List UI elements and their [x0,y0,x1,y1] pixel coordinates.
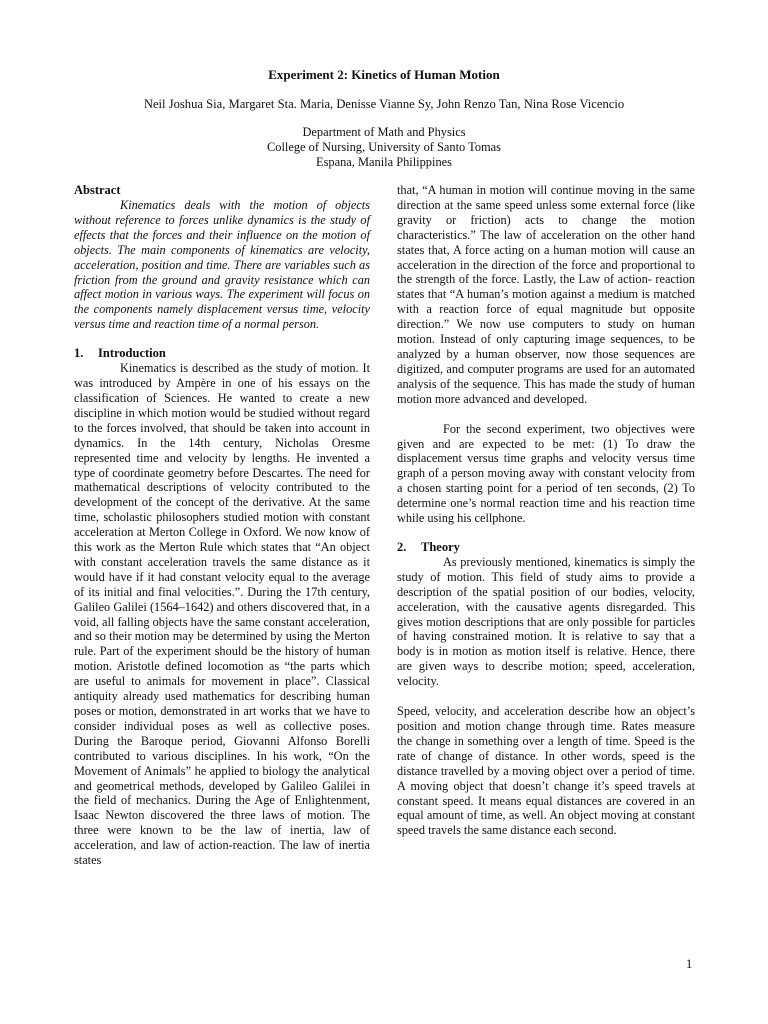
theory-paragraph-1: As previously mentioned, kinematics is simply the study of motion. This field of study aims to provide a description of the spatial position of our bodies, velocity, acceleration, with the causative agents disregarded. This gives motion descriptions that are only possible for particles of having constrained motion. It is relative to say that a body is in motion as motion itself is relative. Hence, there are given ways to describe motion; speed, acceleration, velocity. [397,554,695,689]
affiliation-college: College of Nursing, University of Santo Tomas [267,140,501,154]
page-number: 1 [686,957,693,971]
theory-paragraph-2: Speed, velocity, and acceleration describe how an object’s position and motion change through time. Rates measure the change in something over a length of time. Speed is the rate of change of distance. In other words, speed is the distance travelled by a moving object over a period of time. A moving object that doesn’t change it’s speed travels at constant speed. It means equal distances are covered in an equal amount of time, as well. An object moving at constant speed travels the same distance each second. [397,704,695,838]
paper-title: Experiment 2: Kinetics of Human Motion [268,67,500,82]
affiliation-block [0,125,768,170]
introduction-text: Kinematics is described as the study of motion. It was introduced by Ampère in one of his essays on the classification of Sciences. He wanted to create a new discipline in which motion would be studied without regard to the forces involved, that should be taken into account in dynamics. In the 14th century, Nicholas Oresme represented time and velocity by lengths. He invented a type of coordinate geometry before Descartes. The need for mathematical descriptions of velocity contributed to the development of the concept of the derivative. At the same time, scholastic philosophers studied motion with constant acceleration at Merton College in Oxford. We now know of this work as the Merton Rule which states that “An object with constant acceleration travels the same distance as it would have if it had constant velocity equal to the average of its initial and final velocities.”. During the 17th century, Galileo Galilei (1564–1642) and others discovered that, in a void, all falling objects have the same constant acceleration, and so their motion may be determined by using the Merton rule. Part of the experiment should be the history of human motion. Aristotle defined locomotion as “the parts which are useful to animals for movement in place”. Classical antiquity already used mathematics for describing human poses or motion, demonstrated in art works that we have to consider individual poses as well as collective poses. During the Baroque period, Giovanni Alfonso Borelli contributed to various disciplines. In his work, “On the Movement of Animals” he applied to biology the analytical and geometrical methods, developed by Galileo Galilei in the field of mechanics. During the Age of Enlightenment, Isaac Newton discovered the three laws of motion. The three were known to be the law of inertia, law of acceleration, and law of action-reaction. The law of inertia states [74,361,370,868]
section-title: Introduction [98,346,166,361]
left-column [74,183,370,868]
section-number: 1. [74,346,84,361]
introduction-continued-text: that, “A human in motion will continue moving in the same direction at the same speed unless some external force (like gravity or friction) acts to change the motion characteristics.” The law of acceleration on the other hand states that, A force acting on a human motion will cause an acceleration in the direction of the force and proportional to the strength of the force. Lastly, the Law of action- reaction states that “A human’s motion against a medium is matched with a reaction force of equal magnitude but opposite direction.” We now use computers to study on human motion. Instead of only capturing image sequences, to be analyzed by a human observer, now those sequences are digitized, and computer programs are used for an automated analysis of the sequence. This has made the study of human motion more advanced and developed. [397,183,695,406]
abstract-heading: Abstract [74,183,121,197]
objectives-text: For the second experiment, two objectives were given and are expected to be met: (1) To draw the displacement versus time graphs and velocity versus time graph of a person moving away with constant velocity from a chosen starting point for a period of ten seconds, (2) To determine one’s normal reaction time and his reaction time while using his cellphone. [397,421,695,526]
section-number: 2. [397,539,407,554]
abstract-text: Kinematics deals with the motion of objects without reference to forces unlike dynamics is the study of effects that the forces and their influence on the motion of objects. The main components of kinematics are velocity, acceleration, position and time. There are variables such as friction from the ground and gravity resistance which can affect motion in various ways. The experiment will focus on the components namely displacement versus time, velocity versus time and reaction time of a normal person. [74,198,370,332]
theory-heading [397,540,695,555]
author-list: Neil Joshua Sia, Margaret Sta. Maria, Denisse Vianne Sy, John Renzo Tan, Nina Rose Vicencio [143,97,625,111]
affiliation-location: Espana, Manila Philippines [316,155,452,169]
affiliation-department: Department of Math and Physics [302,125,466,139]
section-title: Theory [421,539,460,554]
introduction-heading [74,346,370,361]
right-column [397,183,695,838]
